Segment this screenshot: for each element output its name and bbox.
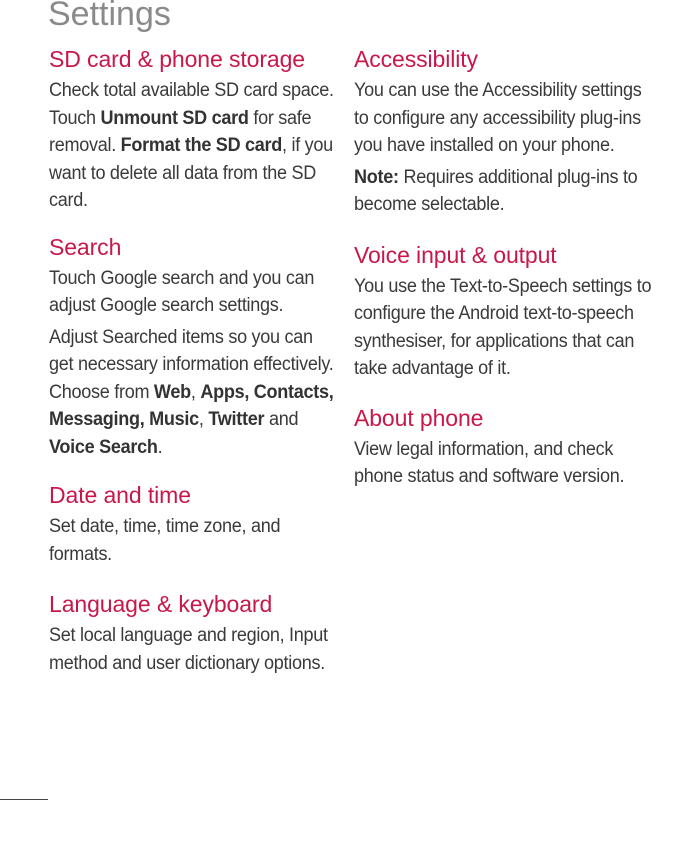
section-voice-input-output xyxy=(354,240,654,383)
note-text: Requires additional plug-ins to become selectable. xyxy=(354,166,638,215)
apps-contacts-messaging-music-term: Apps, Contacts, Messaging, Music xyxy=(49,381,334,430)
page-title: Settings xyxy=(48,0,171,33)
format-sd-card-term: Format the SD card xyxy=(120,135,283,156)
search-description-1: Touch Google search and you can adjust Google search settings. xyxy=(49,267,315,316)
section-date-and-time xyxy=(49,480,339,568)
section-language-keyboard xyxy=(49,589,339,677)
section-heading-accessibility: Accessibility xyxy=(354,46,478,72)
section-heading-about: About phone xyxy=(354,404,484,431)
section-heading-voice: Voice input & output xyxy=(354,241,557,268)
voice-search-term: Voice Search xyxy=(49,436,158,458)
note-label: Note: xyxy=(354,166,399,188)
voice-description: You use the Text-to-Speech settings to configure the Android text-to-speech synthesiser, for applications that can take advantage of it. xyxy=(354,275,652,379)
section-accessibility xyxy=(354,44,654,219)
sd-card-description xyxy=(49,77,338,215)
footer-divider xyxy=(0,799,48,800)
unmount-sd-card-term: Unmount SD card xyxy=(100,107,249,129)
sd-card-text-1: Check total available SD card space. Touch xyxy=(49,80,334,129)
search-text-2: , xyxy=(190,381,201,403)
search-text-1: Adjust Searched items so you can get necessary information effectively. Choose from xyxy=(49,326,334,403)
right-column xyxy=(354,44,654,491)
section-sd-card-phone-storage xyxy=(49,44,339,215)
search-text-3: , xyxy=(198,409,209,430)
search-description-2 xyxy=(49,324,338,462)
sd-card-text-2: for safe removal. xyxy=(49,107,312,156)
web-term: Web xyxy=(153,381,191,403)
search-text-4: and xyxy=(264,409,299,430)
search-text-5: . xyxy=(157,436,163,458)
accessibility-note xyxy=(354,164,653,219)
sd-card-text-3: , if you want to delete all data from the SD card. xyxy=(49,135,333,211)
accessibility-description: You can use the Accessibility settings to configure any accessibility plug-ins you have installed on your phone. xyxy=(354,80,642,156)
date-time-description: Set date, time, time zone, and formats. xyxy=(49,516,281,565)
language-description: Set local language and region, Input method and user dictionary options. xyxy=(49,625,328,674)
section-heading-sd-card: SD card & phone storage xyxy=(49,46,305,72)
twitter-term: Twitter xyxy=(208,409,265,430)
section-heading-date-time: Date and time xyxy=(49,482,191,508)
section-heading-language: Language & keyboard xyxy=(49,591,273,617)
about-description: View legal information, and check phone status and software version. xyxy=(354,438,625,487)
section-heading-search: Search xyxy=(49,233,122,260)
section-about-phone xyxy=(354,403,654,491)
section-search xyxy=(49,232,339,462)
left-column xyxy=(49,44,339,677)
